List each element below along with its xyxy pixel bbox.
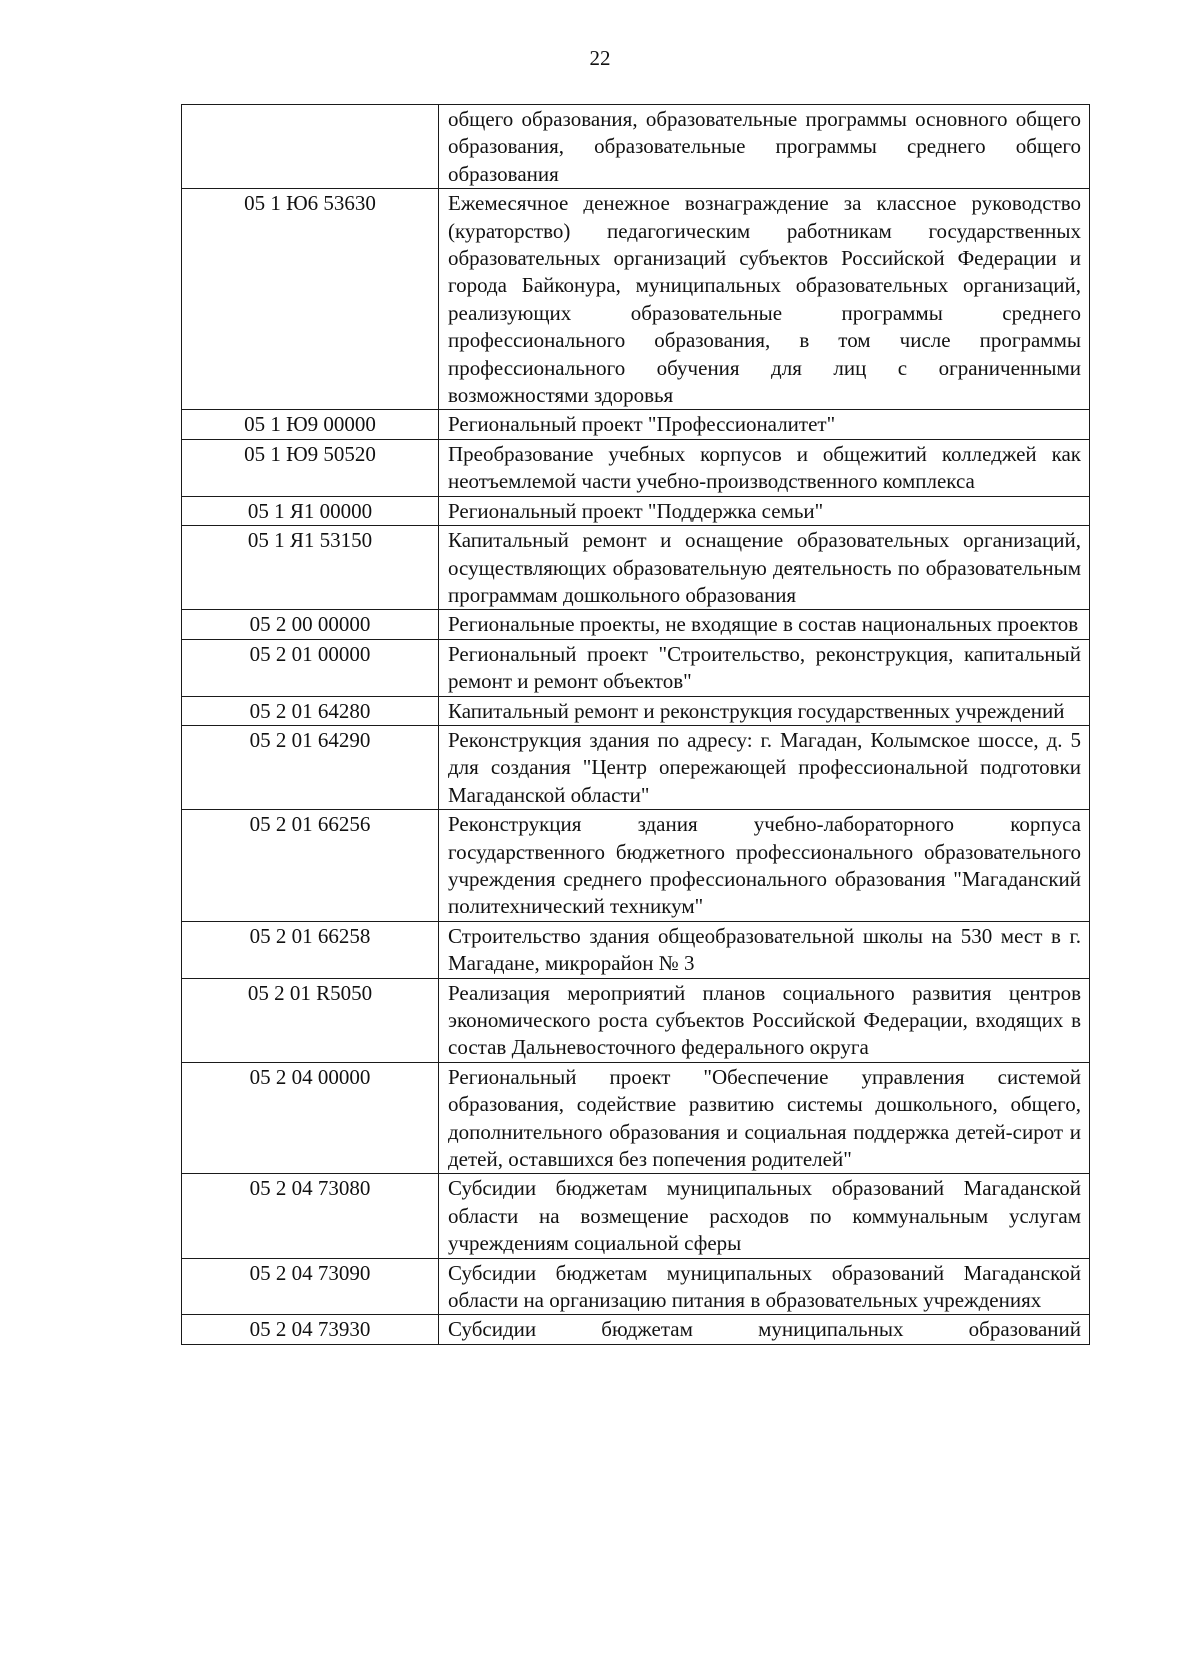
code-cell: 05 1 Я1 00000: [182, 496, 439, 525]
code-cell: 05 2 04 73090: [182, 1258, 439, 1315]
code-cell: 05 2 01 00000: [182, 639, 439, 696]
description-cell: Реконструкция здания по адресу: г. Магадан, Колымское шоссе, д. 5 для создания "Центр опережающей профессиональной подготовки Магаданской области": [439, 725, 1090, 809]
code-cell: 05 2 01 64290: [182, 725, 439, 809]
table-row: [182, 189, 1090, 410]
table-row: [182, 1174, 1090, 1258]
description-cell: Реконструкция здания учебно-лабораторного корпуса государственного бюджетного профессионального образовательного учреждения среднего профессионального образования "Магаданский политехнический техникум": [439, 810, 1090, 922]
code-cell: 05 2 04 00000: [182, 1062, 439, 1174]
code-cell: 05 2 04 73080: [182, 1174, 439, 1258]
description-cell: Региональный проект "Строительство, реконструкция, капитальный ремонт и ремонт объектов": [439, 639, 1090, 696]
code-cell: 05 2 01 66258: [182, 921, 439, 978]
description-cell: Региональный проект "Обеспечение управления системой образования, содействие развитию системы дошкольного, общего, дополнительного образования и социальная поддержка детей-сирот и детей, оставшихся без попечения родителей": [439, 1062, 1090, 1174]
table-row: [182, 410, 1090, 439]
table-row: [182, 496, 1090, 525]
code-cell: 05 2 01 64280: [182, 696, 439, 725]
table-row: [182, 105, 1090, 189]
table-row: [182, 978, 1090, 1062]
table-row: [182, 921, 1090, 978]
code-cell: 05 2 04 73930: [182, 1315, 439, 1344]
table-row: [182, 526, 1090, 610]
table-row: [182, 810, 1090, 922]
description-cell: Строительство здания общеобразовательной школы на 530 мест в г. Магадане, микрорайон № 3: [439, 921, 1090, 978]
code-cell: 05 2 01 66256: [182, 810, 439, 922]
table-row: [182, 1062, 1090, 1174]
description-cell: Преобразование учебных корпусов и общежитий колледжей как неотъемлемой части учебно-производственного комплекса: [439, 439, 1090, 496]
code-cell: [182, 105, 439, 189]
code-cell: 05 1 Ю9 50520: [182, 439, 439, 496]
description-cell: Капитальный ремонт и оснащение образовательных организаций, осуществляющих образовательную деятельность по образовательным программам дошкольного образования: [439, 526, 1090, 610]
description-cell: Субсидии бюджетам муниципальных образований: [439, 1315, 1090, 1344]
code-cell: 05 2 01 R5050: [182, 978, 439, 1062]
description-cell: Субсидии бюджетам муниципальных образований Магаданской области на организацию питания в образовательных учреждениях: [439, 1258, 1090, 1315]
table-row: [182, 1258, 1090, 1315]
table-row: [182, 1315, 1090, 1344]
description-cell: Реализация мероприятий планов социального развития центров экономического роста субъектов Российской Федерации, входящих в состав Дальневосточного федерального округа: [439, 978, 1090, 1062]
description-cell: Региональный проект "Поддержка семьи": [439, 496, 1090, 525]
code-cell: 05 2 00 00000: [182, 610, 439, 639]
code-cell: 05 1 Ю6 53630: [182, 189, 439, 410]
description-cell: Ежемесячное денежное вознаграждение за классное руководство (кураторство) педагогическим работникам государственных образовательных организаций субъектов Российской Федерации и города Байконура, муниципальных образовательных организаций, реализующих образовательные программы среднего профессионального образования, в том числе программы профессионального обучения для лиц с ограниченными возможностями здоровья: [439, 189, 1090, 410]
table-row: [182, 439, 1090, 496]
description-cell: Региональные проекты, не входящие в состав национальных проектов: [439, 610, 1090, 639]
description-cell: Субсидии бюджетам муниципальных образований Магаданской области на возмещение расходов по коммунальным услугам учреждениям социальной сферы: [439, 1174, 1090, 1258]
description-cell: Региональный проект "Профессионалитет": [439, 410, 1090, 439]
table-row: [182, 725, 1090, 809]
description-cell: Капитальный ремонт и реконструкция государственных учреждений: [439, 696, 1090, 725]
budget-code-table: [181, 104, 1090, 1345]
table-row: [182, 639, 1090, 696]
table-row: [182, 696, 1090, 725]
page-number: 22: [589, 46, 611, 70]
table-row: [182, 610, 1090, 639]
description-cell: общего образования, образовательные программы основного общего образования, образовательные программы среднего общего образования: [439, 105, 1090, 189]
code-cell: 05 1 Ю9 00000: [182, 410, 439, 439]
code-cell: 05 1 Я1 53150: [182, 526, 439, 610]
